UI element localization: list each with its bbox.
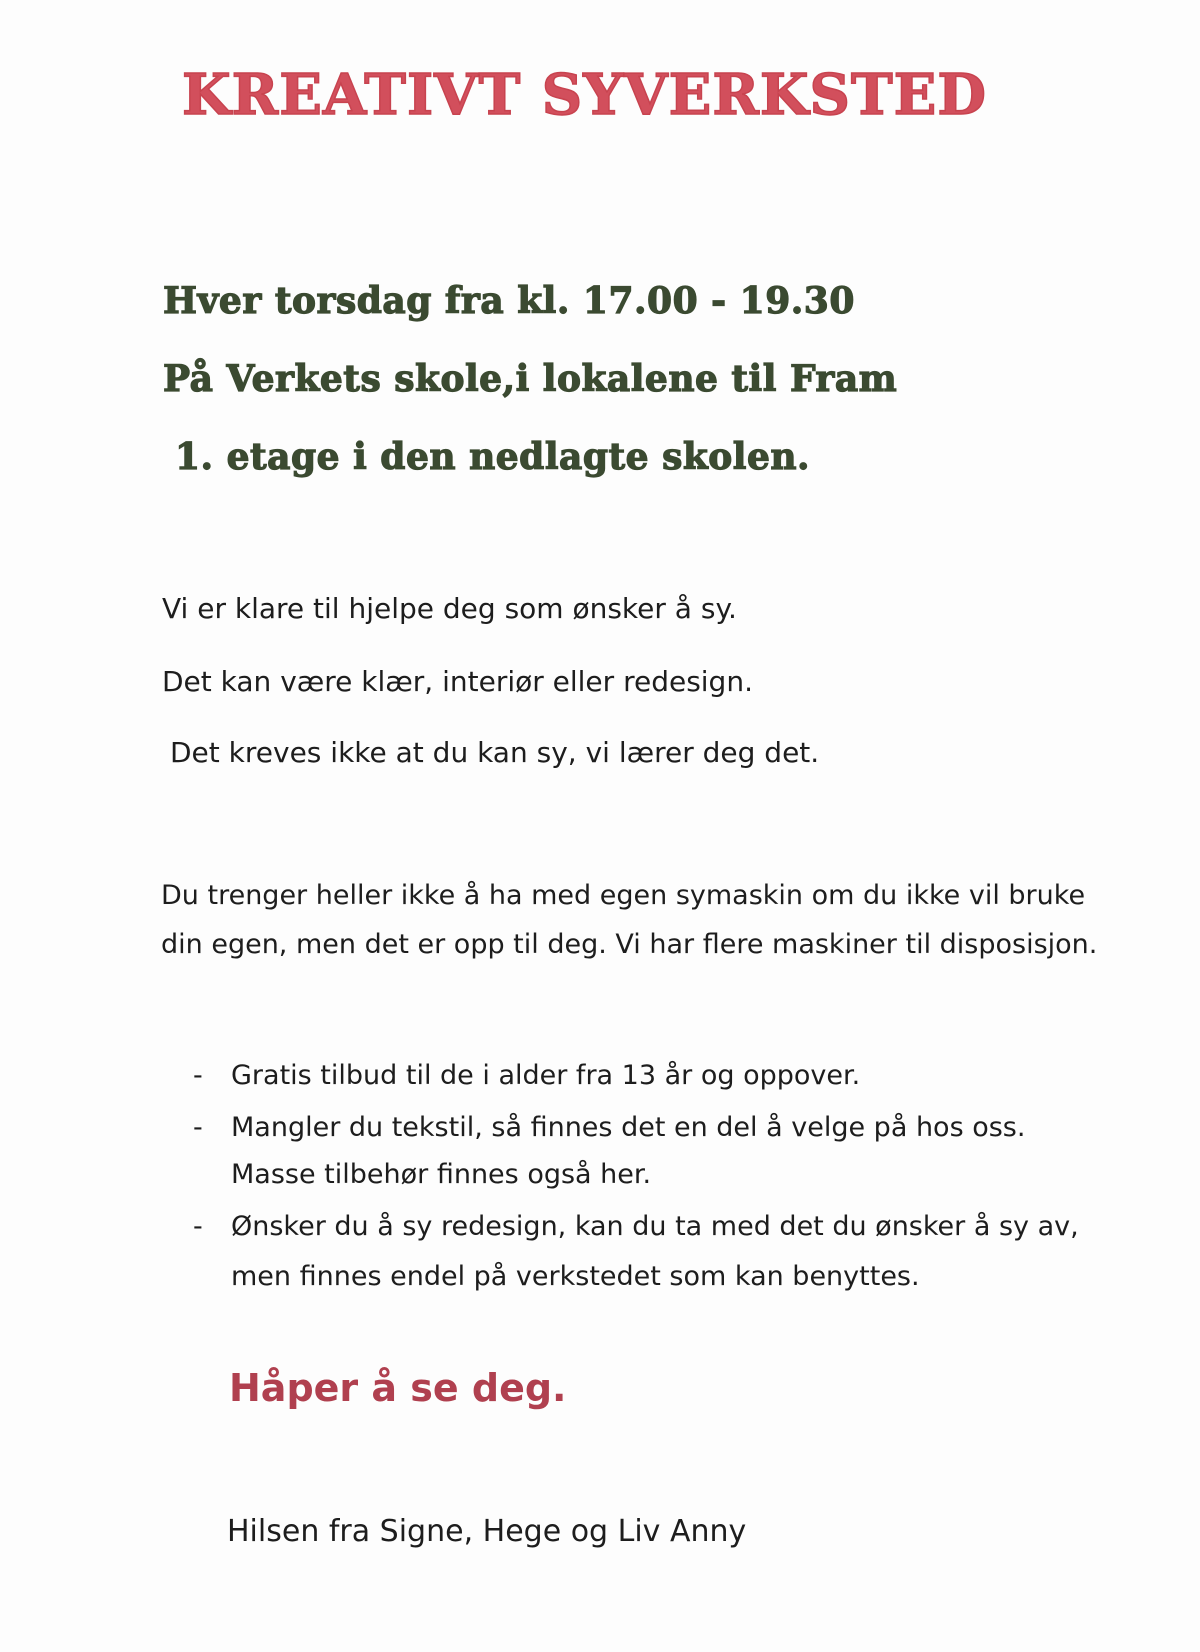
bullet-item: Mangler du tekstil, så finnes det en del å velge på hos oss. — [231, 1112, 1026, 1143]
floor-line: 1. etage i den nedlagte skolen. — [175, 436, 811, 478]
closing-text: Håper å se deg. — [229, 1366, 567, 1410]
intro-line: Det kreves ikke at du kan sy, vi lærer deg det. — [170, 736, 820, 769]
intro-line: Det kan være klær, interiør eller redesign. — [162, 665, 753, 698]
bullet-marker: - — [193, 1060, 203, 1091]
location-line: På Verkets skole,i lokalene til Fram — [163, 358, 898, 400]
bullet-item: Gratis tilbud til de i alder fra 13 år og oppover. — [231, 1060, 861, 1091]
intro-line: Vi er klare til hjelpe deg som ønsker å sy. — [162, 592, 737, 625]
bullet-item: Ønsker du å sy redesign, kan du ta med det du ønsker å sy av, — [231, 1211, 1079, 1242]
paragraph-line: din egen, men det er opp til deg. Vi har flere maskiner til disposisjon. — [161, 929, 1098, 960]
flyer-title: KREATIVT SYVERKSTED — [182, 62, 987, 128]
schedule-line: Hver torsdag fra kl. 17.00 - 19.30 — [163, 280, 855, 322]
signature: Hilsen fra Signe, Hege og Liv Anny — [227, 1514, 747, 1549]
bullet-marker: - — [193, 1112, 203, 1143]
bullet-marker: - — [193, 1211, 203, 1242]
bullet-item-continuation: men finnes endel på verkstedet som kan benyttes. — [231, 1261, 920, 1292]
paragraph-line: Du trenger heller ikke å ha med egen symaskin om du ikke vil bruke — [161, 880, 1086, 911]
bullet-item-continuation: Masse tilbehør finnes også her. — [231, 1159, 652, 1190]
